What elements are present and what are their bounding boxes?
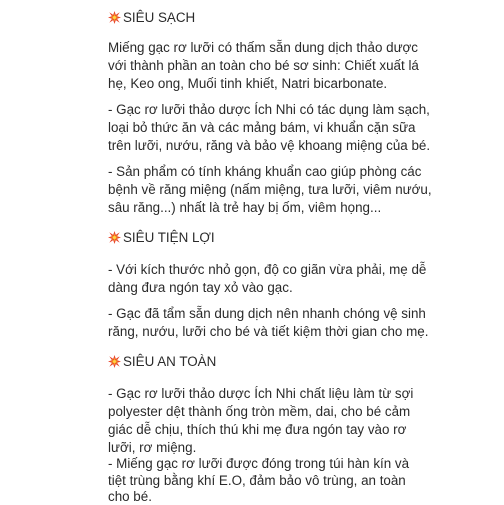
- paragraph-line: hẹ, Keo ong, Muối tinh khiết, Natri bicarbonate.: [108, 76, 388, 91]
- paragraph-line: - Sản phẩm có tính kháng khuẩn cao giúp phòng các: [108, 164, 422, 179]
- collision-icon: [108, 355, 121, 368]
- paragraph-line: - Với kích thước nhỏ gọn, độ co giãn vừa phải, mẹ dễ: [108, 262, 427, 277]
- paragraph-line: loại bỏ thức ăn và các mảng bám, vi khuẩn cặn sữa: [108, 120, 416, 135]
- paragraph-line: giác dễ chịu, thích thú khi mẹ đưa ngón tay vào rơ: [108, 422, 407, 437]
- section-heading-text: SIÊU SẠCH: [123, 10, 196, 25]
- paragraph-line: lưỡi, rơ miệng.: [108, 440, 197, 455]
- paragraph-line: - Gạc đã tẩm sẵn dung dịch nên nhanh chóng vệ sinh: [108, 306, 426, 321]
- section-heading-text: SIÊU AN TOÀN: [123, 354, 217, 369]
- paragraph-line: - Gạc rơ lưỡi thảo dược Ích Nhi chất liệu làm từ sợi: [108, 386, 414, 401]
- collision-icon: [108, 11, 121, 24]
- section-heading-text: SIÊU TIỆN LỢI: [123, 230, 215, 245]
- collision-icon: [108, 231, 121, 244]
- paragraph-line: tiệt trùng bằng khí E.O, đảm bảo vô trùng, an toàn: [108, 473, 406, 488]
- paragraph-line: cho bé.: [108, 489, 152, 504]
- section-heading-sieu-an-toan: [108, 354, 216, 370]
- paragraph-line: dàng đưa ngón tay xỏ vào gạc.: [108, 280, 293, 295]
- paragraph-line: Miếng gạc rơ lưỡi có thấm sẵn dung dịch thảo dược: [108, 40, 419, 55]
- paragraph-line: polyester dệt thành ống tròn mềm, dai, cho bé cảm: [108, 404, 411, 419]
- paragraph-line: răng, nướu, lưỡi cho bé và tiết kiệm thời gian cho mẹ.: [108, 324, 429, 339]
- paragraph-line: trên lưỡi, nướu, răng và bảo vệ khoang miệng của bé.: [108, 138, 431, 153]
- paragraph-line: với thành phần an toàn cho bé sơ sinh: Chiết xuất lá: [108, 58, 419, 73]
- paragraph-line: - Miếng gạc rơ lưỡi được đóng trong túi hàn kín và: [108, 456, 410, 471]
- paragraph-line: bệnh về răng miệng (nấm miệng, tưa lưỡi, viêm nướu,: [108, 182, 432, 197]
- paragraph-line: sâu răng...) nhất là trẻ hay bị ốm, viêm họng...: [108, 200, 382, 215]
- paragraph-line: - Gạc rơ lưỡi thảo dược Ích Nhi có tác dụng làm sạch,: [108, 102, 430, 117]
- section-heading-sieu-tien-loi: [108, 230, 215, 246]
- section-heading-sieu-sach: [108, 10, 195, 26]
